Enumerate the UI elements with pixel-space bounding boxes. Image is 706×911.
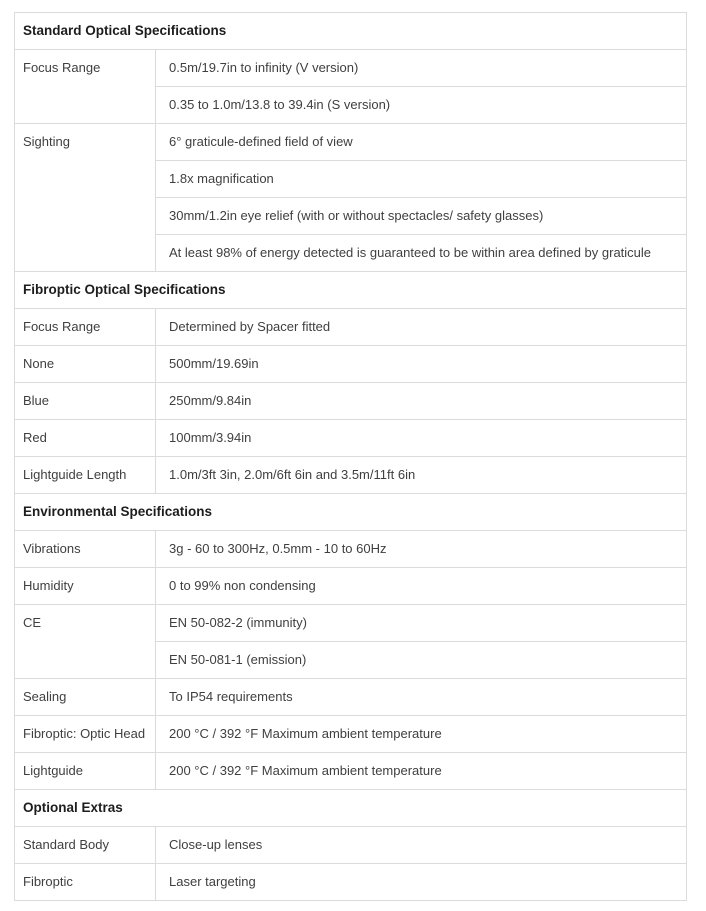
spec-value-cell: 0.5m/19.7in to infinity (V version) bbox=[156, 50, 687, 87]
spec-value-cell: 30mm/1.2in eye relief (with or without spectacles/ safety glasses) bbox=[156, 198, 687, 235]
spec-value-cell: 6° graticule-defined field of view bbox=[156, 124, 687, 161]
section-header-row bbox=[15, 494, 687, 531]
spec-value-cell: 200 °C / 392 °F Maximum ambient temperature bbox=[156, 716, 687, 753]
spec-value-cell: EN 50-081-1 (emission) bbox=[156, 642, 687, 679]
section-title: Optional Extras bbox=[15, 790, 687, 827]
spec-value-cell: Laser targeting bbox=[156, 864, 687, 901]
section-header-row bbox=[15, 13, 687, 50]
spec-row bbox=[15, 716, 687, 753]
spec-value-cell: 0.35 to 1.0m/13.8 to 39.4in (S version) bbox=[156, 87, 687, 124]
spec-label-cell: CE bbox=[15, 605, 156, 679]
spec-label-cell: Fibroptic: Optic Head bbox=[15, 716, 156, 753]
spec-row bbox=[15, 420, 687, 457]
spec-row bbox=[15, 605, 687, 642]
spec-value-cell: 0 to 99% non condensing bbox=[156, 568, 687, 605]
spec-row bbox=[15, 531, 687, 568]
spec-value-cell: To IP54 requirements bbox=[156, 679, 687, 716]
spec-value-cell: 1.0m/3ft 3in, 2.0m/6ft 6in and 3.5m/11ft 6in bbox=[156, 457, 687, 494]
spec-label-cell: Vibrations bbox=[15, 531, 156, 568]
spec-value-cell: At least 98% of energy detected is guaranteed to be within area defined by graticule bbox=[156, 235, 687, 272]
spec-label-cell: Lightguide Length bbox=[15, 457, 156, 494]
section-header-row bbox=[15, 790, 687, 827]
spec-label-cell: Fibroptic bbox=[15, 864, 156, 901]
spec-row bbox=[15, 124, 687, 161]
spec-value-cell: 500mm/19.69in bbox=[156, 346, 687, 383]
spec-label-cell: Sighting bbox=[15, 124, 156, 272]
spec-row bbox=[15, 457, 687, 494]
spec-label-cell: Lightguide bbox=[15, 753, 156, 790]
spec-value-cell: 100mm/3.94in bbox=[156, 420, 687, 457]
section-header-row bbox=[15, 272, 687, 309]
spec-label-cell: Focus Range bbox=[15, 309, 156, 346]
spec-value-cell: 250mm/9.84in bbox=[156, 383, 687, 420]
spec-table-body bbox=[15, 13, 687, 901]
spec-row bbox=[15, 864, 687, 901]
spec-row bbox=[15, 679, 687, 716]
spec-row bbox=[15, 753, 687, 790]
spec-label-cell: Red bbox=[15, 420, 156, 457]
spec-row bbox=[15, 827, 687, 864]
spec-label-cell: Sealing bbox=[15, 679, 156, 716]
spec-value-cell: 1.8x magnification bbox=[156, 161, 687, 198]
section-title: Fibroptic Optical Specifications bbox=[15, 272, 687, 309]
spec-label-cell: Focus Range bbox=[15, 50, 156, 124]
section-title: Standard Optical Specifications bbox=[15, 13, 687, 50]
section-title: Environmental Specifications bbox=[15, 494, 687, 531]
spec-row bbox=[15, 346, 687, 383]
spec-label-cell: Blue bbox=[15, 383, 156, 420]
spec-row bbox=[15, 309, 687, 346]
spec-label-cell: None bbox=[15, 346, 156, 383]
spec-value-cell: 3g - 60 to 300Hz, 0.5mm - 10 to 60Hz bbox=[156, 531, 687, 568]
specifications-table bbox=[14, 12, 687, 901]
spec-label-cell: Humidity bbox=[15, 568, 156, 605]
spec-label-cell: Standard Body bbox=[15, 827, 156, 864]
spec-value-cell: Determined by Spacer fitted bbox=[156, 309, 687, 346]
spec-value-cell: Close-up lenses bbox=[156, 827, 687, 864]
spec-value-cell: EN 50-082-2 (immunity) bbox=[156, 605, 687, 642]
spec-row bbox=[15, 50, 687, 87]
spec-row bbox=[15, 383, 687, 420]
spec-value-cell: 200 °C / 392 °F Maximum ambient temperature bbox=[156, 753, 687, 790]
spec-row bbox=[15, 568, 687, 605]
